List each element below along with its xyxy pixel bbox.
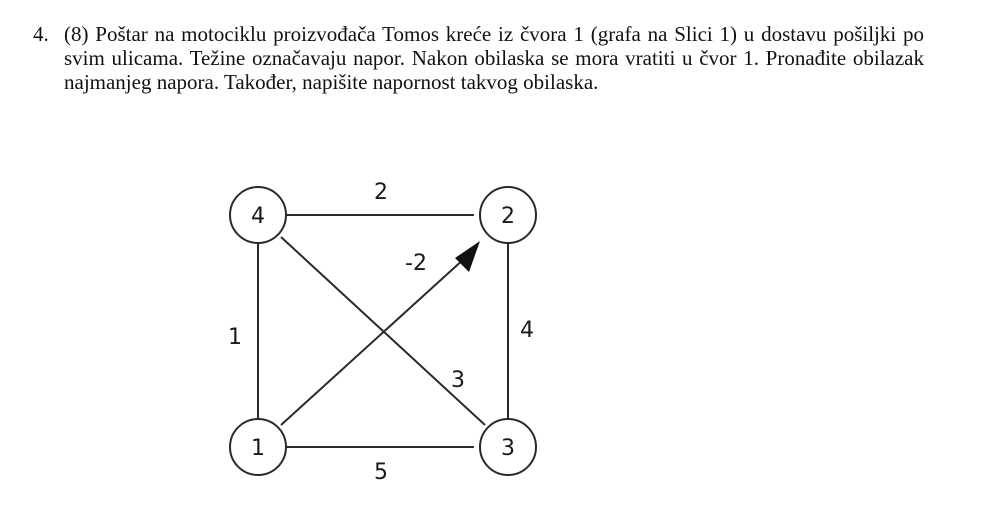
- weight-4-1: 1: [228, 325, 242, 350]
- edge-1-2: [281, 258, 465, 425]
- weight-4-2: 2: [374, 180, 388, 205]
- node-3-label: 3: [501, 436, 515, 461]
- problem-text: (8) Poštar na motociklu proizvođača Tomos kreće iz čvora 1 (grafa na Slici 1) u dostavu pošiljki po svim ulicama. Težine označavaju napor. Nakon obilaska se mora vratiti u čvor 1. Pronađite obilazak najmanjeg napora. Također, napišite napornost takvog obilaska.: [64, 22, 924, 94]
- weight-2-3: 4: [520, 318, 534, 343]
- problem-number: 4.: [33, 22, 49, 46]
- weight-1-2: -2: [405, 251, 427, 276]
- node-2-label: 2: [501, 204, 515, 229]
- node-4-label: 4: [251, 204, 265, 229]
- node-1-label: 1: [251, 436, 265, 461]
- arrowhead-1-2: [455, 241, 480, 272]
- weight-4-3: 3: [451, 368, 465, 393]
- weight-1-3: 5: [374, 460, 388, 485]
